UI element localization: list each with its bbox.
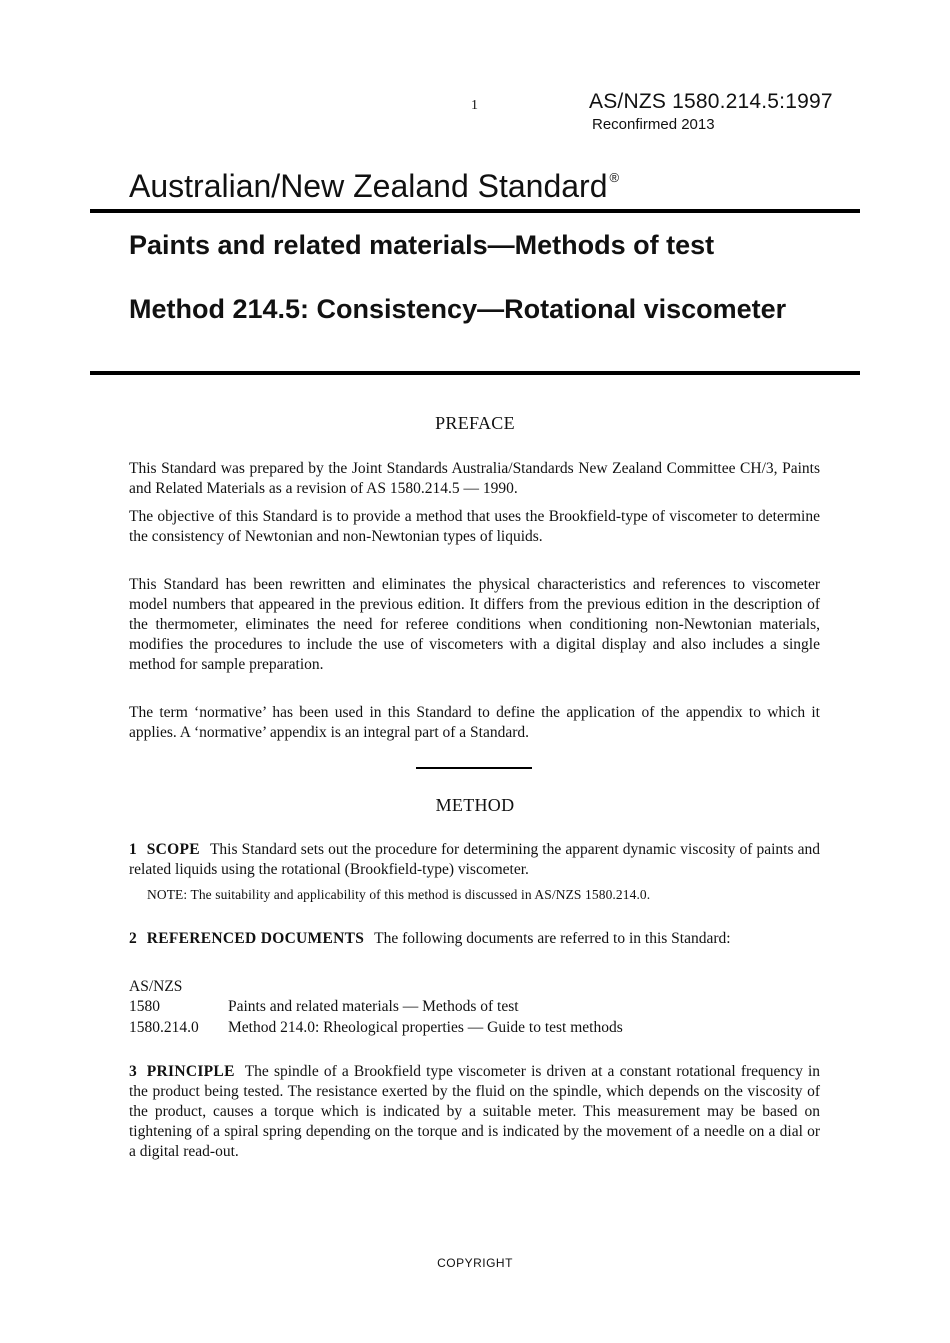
preface-paragraph: The objective of this Standard is to provide a method that uses the Brookfield-type of viscometer to determine the consistency of Newtonian and non-Newtonian types of liquids.	[129, 508, 820, 545]
preface-paragraph: The term ‘normative’ has been used in this Standard to define the application of the appendix to which it applies. A ‘normative’ appendix is an integral part of a Standard.	[129, 704, 820, 741]
clause-text: The spindle of a Brookfield type viscometer is driven at a constant rotational frequency in the product being tested. The resistance exerted by the fluid on the spindle, which depends on the viscosity of the product, causes a torque which is indicated by a suitable meter. This measurement may be based on tightening of a spiral spring depending on the torque and is indicated by the movement of a needle on a dial or a digital read-out.	[129, 1063, 820, 1160]
preface-paragraph: This Standard was prepared by the Joint Standards Australia/Standards New Zealand Committee CH/3, Paints and Related Materials as a revision of AS 1580.214.5 — 1990.	[129, 460, 820, 497]
clause-number: 2	[129, 930, 137, 947]
clause-text: This Standard sets out the procedure for determining the apparent dynamic viscosity of paints and related liquids using the rotational (Brookfield-type) viscometer.	[129, 841, 820, 878]
scope-clause	[129, 840, 820, 880]
reference-title: Method 214.0: Rheological properties — Guide to test methods	[228, 1019, 623, 1036]
clause-title: REFERENCED DOCUMENTS	[146, 930, 365, 947]
clause-number: 3	[129, 1063, 137, 1080]
copyright-footer: COPYRIGHT	[437, 1256, 513, 1270]
registered-mark: ®	[609, 170, 620, 185]
heading-rule-top	[90, 209, 860, 213]
clause-title: PRINCIPLE	[146, 1063, 235, 1080]
reconfirmed-label: Reconfirmed 2013	[592, 116, 715, 133]
standard-heading	[129, 168, 619, 205]
reference-title: Paints and related materials — Methods of test	[228, 998, 519, 1015]
reference-row	[129, 998, 519, 1016]
preface-heading: PREFACE	[435, 413, 515, 433]
reference-row	[129, 1019, 623, 1037]
method-heading: METHOD	[435, 795, 515, 815]
section-divider	[416, 767, 532, 769]
standard-code: AS/NZS 1580.214.5:1997	[589, 90, 833, 113]
clause-number: 1	[129, 841, 137, 858]
method-title: Method 214.5: Consistency—Rotational viscometer	[129, 294, 787, 324]
page-number: 1	[471, 98, 478, 113]
reference-number: 1580	[129, 998, 160, 1015]
document-title: Paints and related materials—Methods of test	[129, 230, 715, 260]
clause-title: SCOPE	[146, 841, 200, 858]
preface-paragraph: This Standard has been rewritten and eliminates the physical characteristics and references to viscometer model numbers that appeared in the previous edition. It differs from the previous edition in the description of the thermometer, eliminates the need for referee conditions when conditioning non-Newtonian materials, modifies the procedures to include the use of viscometers with a digital display and also includes a single method for sample preparation.	[129, 576, 820, 673]
scope-note: NOTE: The suitability and applicability of this method is discussed in AS/NZS 1580.214.0.	[147, 887, 651, 902]
references-table-heading: AS/NZS	[129, 978, 183, 995]
principle-clause	[129, 1062, 820, 1162]
clause-text: The following documents are referred to in this Standard:	[374, 930, 731, 947]
heading-rule-bottom	[90, 371, 860, 375]
reference-number: 1580.214.0	[129, 1019, 199, 1036]
standard-heading-text: Australian/New Zealand Standard	[129, 168, 608, 204]
referenced-documents-clause	[129, 929, 820, 949]
